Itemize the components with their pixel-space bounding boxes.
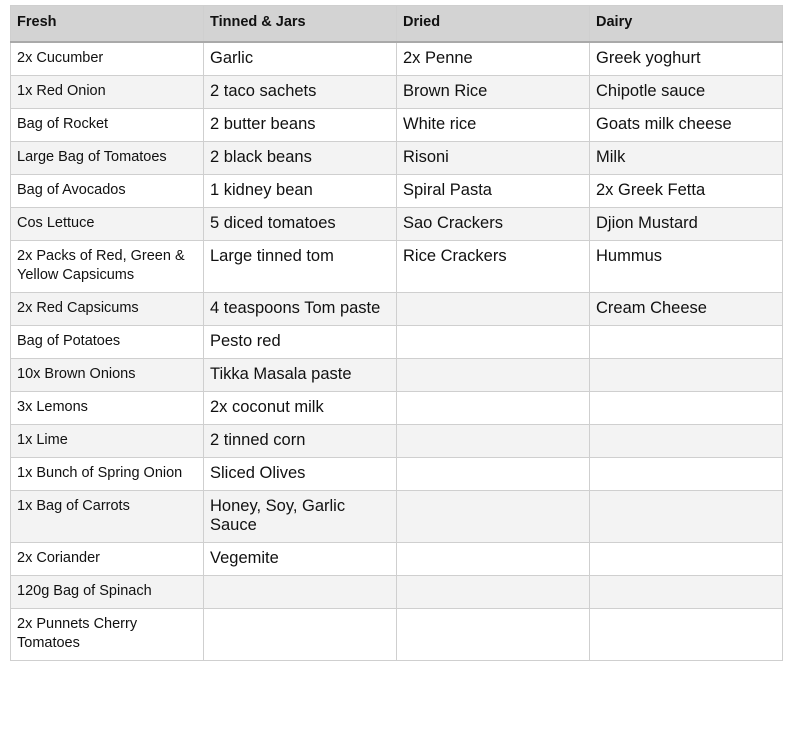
table-row bbox=[11, 76, 783, 109]
cell-fresh[interactable]: 1x Lime bbox=[11, 425, 204, 458]
cell-tinned[interactable]: 2 tinned corn bbox=[204, 425, 397, 458]
cell-tinned[interactable]: 2 taco sachets bbox=[204, 76, 397, 109]
cell-dried[interactable] bbox=[397, 425, 590, 458]
cell-dried[interactable]: Spiral Pasta bbox=[397, 175, 590, 208]
cell-dairy[interactable]: Chipotle sauce bbox=[590, 76, 783, 109]
shopping-list-sheet bbox=[10, 5, 783, 661]
cell-dairy[interactable] bbox=[590, 359, 783, 392]
table-row bbox=[11, 175, 783, 208]
cell-fresh[interactable]: 1x Red Onion bbox=[11, 76, 204, 109]
cell-tinned[interactable]: Tikka Masala paste bbox=[204, 359, 397, 392]
header-tinned-jars[interactable]: Tinned & Jars bbox=[204, 6, 397, 43]
cell-tinned[interactable]: Large tinned tom bbox=[204, 241, 397, 293]
cell-tinned[interactable]: 4 teaspoons Tom paste bbox=[204, 293, 397, 326]
table-row bbox=[11, 293, 783, 326]
table-row bbox=[11, 208, 783, 241]
cell-dairy[interactable] bbox=[590, 458, 783, 491]
cell-dairy[interactable]: Milk bbox=[590, 142, 783, 175]
table-row bbox=[11, 142, 783, 175]
cell-dairy[interactable] bbox=[590, 491, 783, 543]
cell-dairy[interactable]: Hummus bbox=[590, 241, 783, 293]
cell-dairy[interactable]: Cream Cheese bbox=[590, 293, 783, 326]
table-row bbox=[11, 241, 783, 293]
cell-fresh[interactable]: Large Bag of Tomatoes bbox=[11, 142, 204, 175]
table-row bbox=[11, 392, 783, 425]
cell-dried[interactable]: Risoni bbox=[397, 142, 590, 175]
cell-tinned[interactable]: Vegemite bbox=[204, 543, 397, 576]
cell-dairy[interactable] bbox=[590, 326, 783, 359]
table-row bbox=[11, 576, 783, 609]
cell-dairy[interactable]: 2x Greek Fetta bbox=[590, 175, 783, 208]
cell-dried[interactable]: Brown Rice bbox=[397, 76, 590, 109]
cell-dairy[interactable] bbox=[590, 425, 783, 458]
cell-fresh[interactable]: 10x Brown Onions bbox=[11, 359, 204, 392]
cell-dried[interactable]: 2x Penne bbox=[397, 42, 590, 76]
cell-tinned[interactable]: 2x coconut milk bbox=[204, 392, 397, 425]
cell-fresh[interactable]: Bag of Potatoes bbox=[11, 326, 204, 359]
cell-dried[interactable] bbox=[397, 359, 590, 392]
cell-dairy[interactable] bbox=[590, 543, 783, 576]
header-dairy[interactable]: Dairy bbox=[590, 6, 783, 43]
cell-tinned[interactable]: Honey, Soy, Garlic Sauce bbox=[204, 491, 397, 543]
cell-tinned[interactable]: Sliced Olives bbox=[204, 458, 397, 491]
cell-dried[interactable]: Rice Crackers bbox=[397, 241, 590, 293]
shopping-list-table bbox=[10, 5, 783, 661]
cell-tinned[interactable]: 5 diced tomatoes bbox=[204, 208, 397, 241]
cell-dried[interactable] bbox=[397, 458, 590, 491]
cell-fresh[interactable]: 120g Bag of Spinach bbox=[11, 576, 204, 609]
cell-dairy[interactable]: Goats milk cheese bbox=[590, 109, 783, 142]
table-row bbox=[11, 543, 783, 576]
cell-fresh[interactable]: 2x Coriander bbox=[11, 543, 204, 576]
cell-dried[interactable] bbox=[397, 392, 590, 425]
cell-fresh[interactable]: 2x Red Capsicums bbox=[11, 293, 204, 326]
cell-dairy[interactable]: Greek yoghurt bbox=[590, 42, 783, 76]
cell-fresh[interactable]: 2x Cucumber bbox=[11, 42, 204, 76]
table-row bbox=[11, 109, 783, 142]
cell-fresh[interactable]: 2x Packs of Red, Green & Yellow Capsicums bbox=[11, 241, 204, 293]
table-row bbox=[11, 609, 783, 661]
cell-dried[interactable] bbox=[397, 609, 590, 661]
table-row bbox=[11, 425, 783, 458]
cell-dairy[interactable] bbox=[590, 392, 783, 425]
cell-tinned[interactable]: 2 black beans bbox=[204, 142, 397, 175]
cell-fresh[interactable]: 1x Bag of Carrots bbox=[11, 491, 204, 543]
cell-dried[interactable]: White rice bbox=[397, 109, 590, 142]
cell-tinned[interactable]: Pesto red bbox=[204, 326, 397, 359]
table-row bbox=[11, 326, 783, 359]
cell-dried[interactable] bbox=[397, 543, 590, 576]
cell-fresh[interactable]: Bag of Rocket bbox=[11, 109, 204, 142]
cell-tinned[interactable]: 2 butter beans bbox=[204, 109, 397, 142]
cell-fresh[interactable]: Bag of Avocados bbox=[11, 175, 204, 208]
cell-fresh[interactable]: 1x Bunch of Spring Onion bbox=[11, 458, 204, 491]
header-fresh[interactable]: Fresh bbox=[11, 6, 204, 43]
cell-tinned[interactable]: Garlic bbox=[204, 42, 397, 76]
cell-dried[interactable] bbox=[397, 293, 590, 326]
cell-tinned[interactable] bbox=[204, 576, 397, 609]
cell-fresh[interactable]: 3x Lemons bbox=[11, 392, 204, 425]
table-row bbox=[11, 359, 783, 392]
cell-dairy[interactable] bbox=[590, 609, 783, 661]
cell-dried[interactable] bbox=[397, 491, 590, 543]
table-row bbox=[11, 458, 783, 491]
cell-tinned[interactable]: 1 kidney bean bbox=[204, 175, 397, 208]
cell-dairy[interactable]: Djion Mustard bbox=[590, 208, 783, 241]
cell-tinned[interactable] bbox=[204, 609, 397, 661]
table-row bbox=[11, 491, 783, 543]
cell-fresh[interactable]: Cos Lettuce bbox=[11, 208, 204, 241]
cell-fresh[interactable]: 2x Punnets Cherry Tomatoes bbox=[11, 609, 204, 661]
header-row bbox=[11, 6, 783, 43]
cell-dried[interactable] bbox=[397, 326, 590, 359]
cell-dried[interactable]: Sao Crackers bbox=[397, 208, 590, 241]
header-dried[interactable]: Dried bbox=[397, 6, 590, 43]
table-row bbox=[11, 42, 783, 76]
cell-dried[interactable] bbox=[397, 576, 590, 609]
cell-dairy[interactable] bbox=[590, 576, 783, 609]
